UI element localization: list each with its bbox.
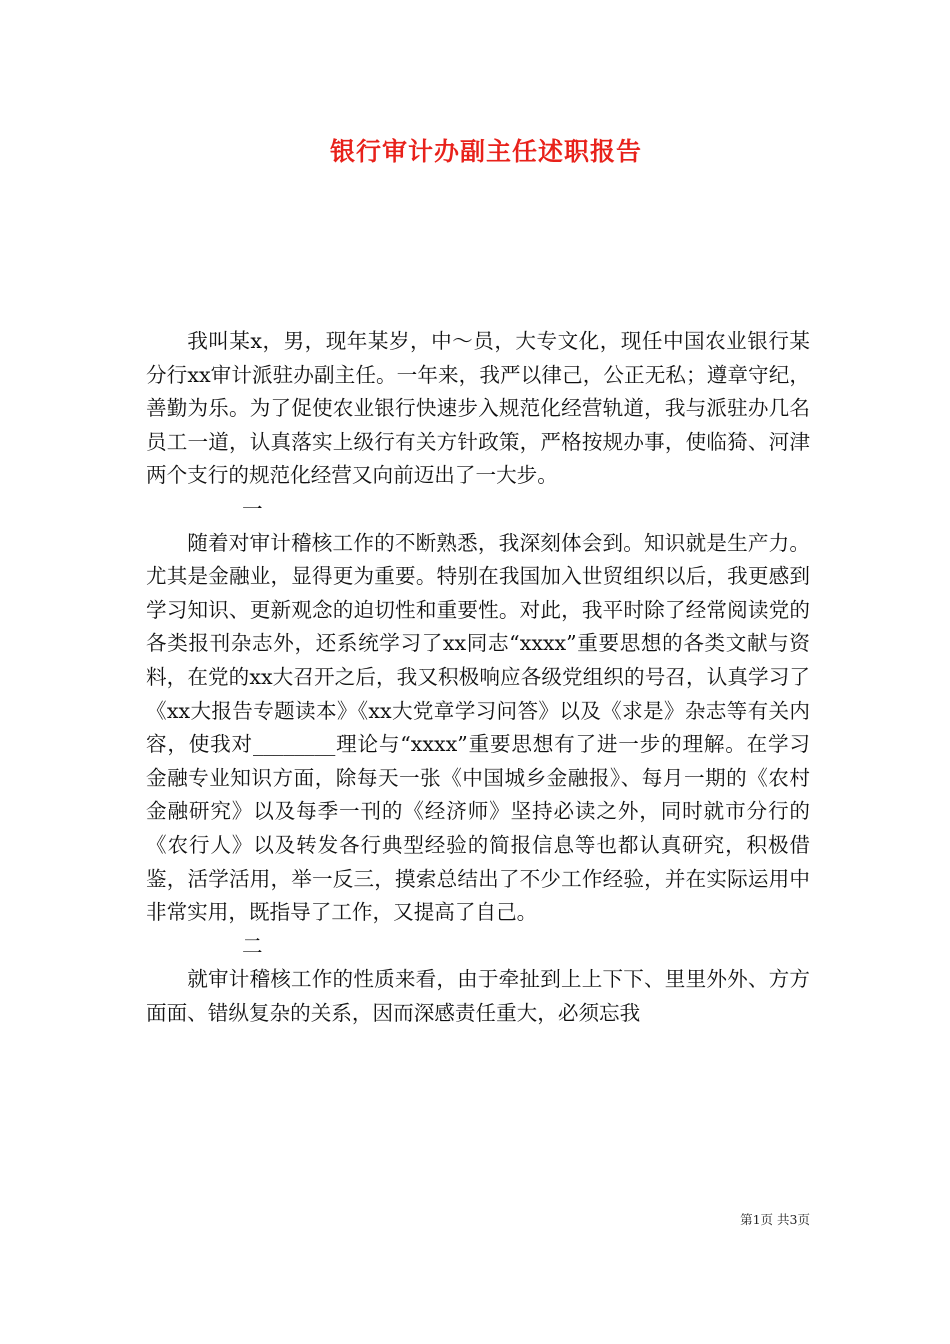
paragraph-study: 随着对审计稽核工作的不断熟悉，我深刻体会到。知识就是生产力。尤其是金融业，显得更为重要。特别在我国加入世贸组织以后，我更感到学习知识、更新观念的迫切性和重要性。对此，我平时除了经常阅读党的各类报刊杂志外，还系统学习了xx同志“xxxx”重要思想的各类文献与资料，在党的xx大召开之后，我又积极响应各级党组织的号召，认真学习了《xx大报告专题读本》《xx大党章学习问答》以及《求是》杂志等有关内容，使我对________理论与“xxxx”重要思想有了进一步的理解。在学习金融专业知识方面，除每天一张《中国城乡金融报》、每月一期的《农村金融研究》以及每季一刊的《经济师》坚持必读之外，同时就市分行的《农行人》以及转发各行典型经验的简报信息等也都认真研究，积极借鉴，活学活用，举一反三，摸索总结出了不少工作经验，并在实际运用中非常实用，既指导了工作，又提高了自己。 [146,530,810,925]
paragraph-audit: 就审计稽核工作的性质来看，由于牵扯到上上下下、里里外外、方方面面、错纵复杂的关系，因而深感责任重大，必须忘我 [146,967,810,1025]
section-heading-1: 一 [242,496,263,521]
page-footer: 第1页 共3页 [740,1212,810,1227]
document-title: 银行审计办副主任述职报告 [330,137,643,166]
paragraph-intro: 我叫某x，男，现年某岁，中～员，大专文化，现任中国农业银行某分行xx审计派驻办副主任。一年来，我严以律己，公正无私；遵章守纪，善勤为乐。为了促使农业银行快速步入规范化经营轨道，我与派驻办几名员工一道，认真落实上级行有关方针政策，严格按规办事，使临猗、河津两个支行的规范化经营又向前迈出了一大步。 [146,329,810,488]
document-body [146,325,810,1030]
section-heading-2: 二 [242,933,263,958]
